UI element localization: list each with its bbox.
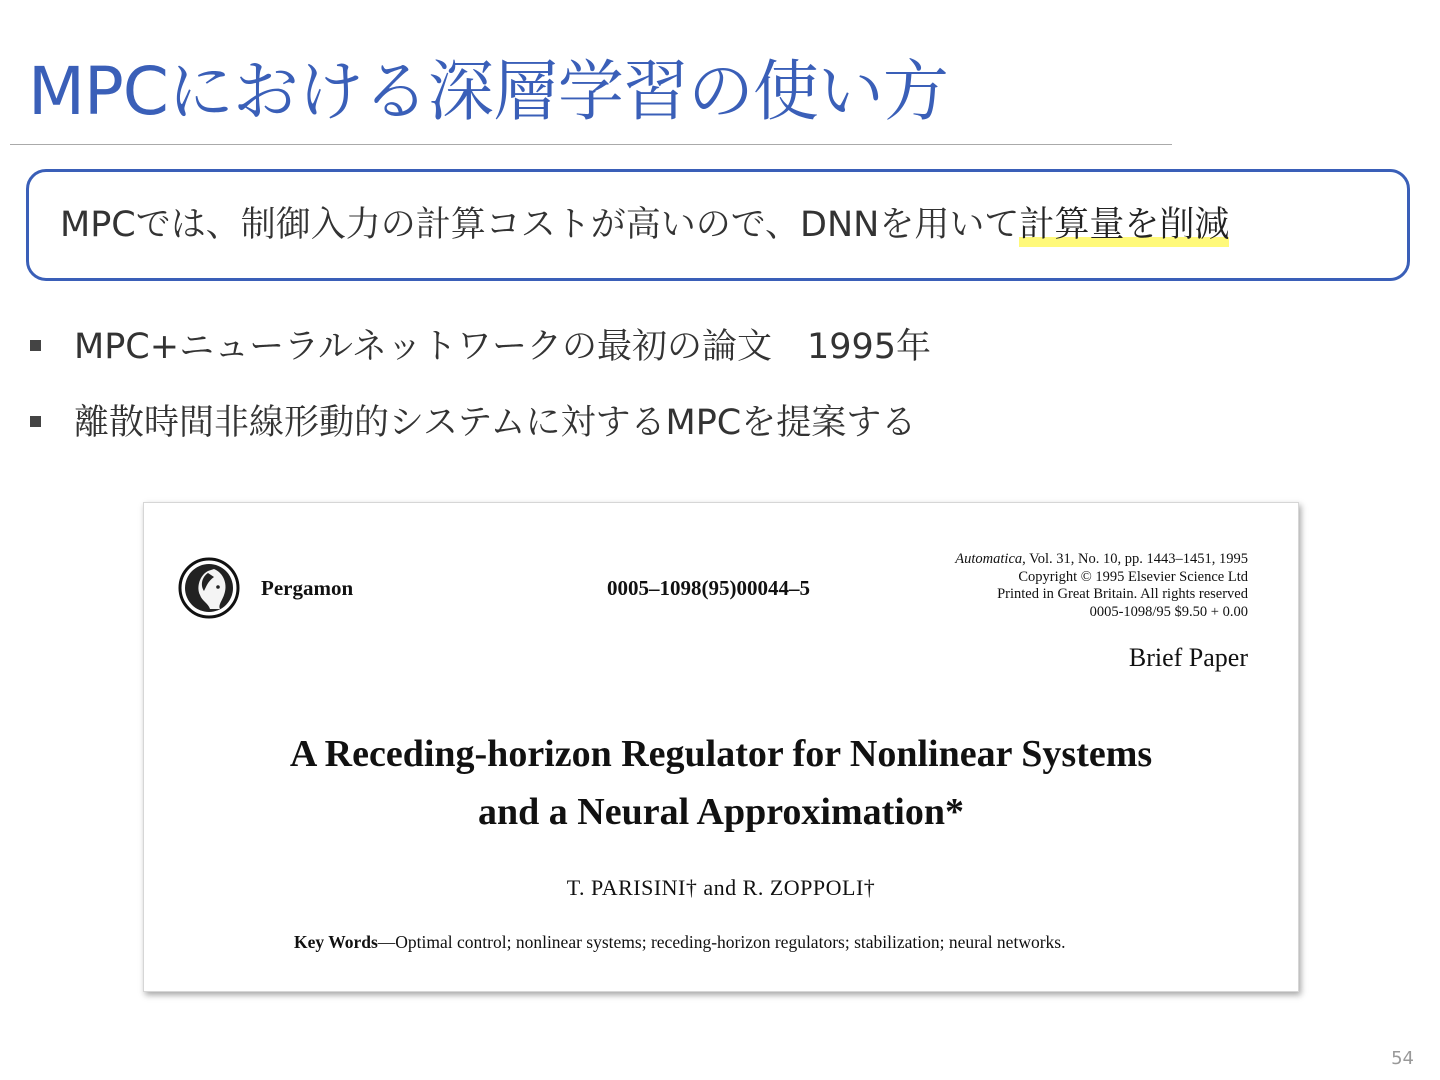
journal-volume: , Vol. 31, No. 10, pp. 1443–1451, 1995 — [1022, 551, 1248, 567]
paper-title-line: A Receding-horizon Regulator for Nonlinear Systems — [289, 733, 1153, 775]
paper-title-line: and a Neural Approximation* — [478, 791, 964, 833]
bullet-list — [26, 320, 931, 472]
keywords-text: —Optimal control; nonlinear systems; receding-horizon regulators; stabilization; neural networks. — [377, 932, 1066, 952]
journal-citation — [955, 551, 1248, 569]
square-bullet-icon — [30, 416, 41, 427]
square-bullet-icon — [30, 340, 41, 351]
publisher-name: Pergamon — [261, 576, 354, 600]
bullet-text: MPC+ニューラルネットワークの最初の論文 1995年 — [74, 327, 932, 367]
callout-text — [60, 200, 1229, 250]
callout-highlight: 計算量を削減 — [1019, 205, 1230, 245]
bullet-item — [26, 320, 931, 396]
callout-prefix: MPCでは、制御入力の計算コストが高いので、DNNを用いて — [60, 205, 1020, 245]
paper-screenshot — [143, 502, 1299, 992]
title-divider — [10, 144, 1172, 145]
page-number: 54 — [1391, 1048, 1414, 1069]
bullet-item — [26, 396, 931, 472]
bullet-text: 離散時間非線形動的システムに対するMPCを提案する — [74, 403, 917, 443]
journal-name: Automatica — [955, 551, 1023, 567]
paper-authors: T. PARISINI† and R. ZOPPOLI† — [566, 875, 876, 900]
section-label: Brief Paper — [1128, 643, 1248, 672]
slide-title: MPCにおける深層学習の使い方 — [28, 53, 948, 130]
paper-doi: 0005–1098(95)00044–5 — [607, 576, 810, 600]
price-line: 0005-1098/95 $9.50 + 0.00 — [1089, 603, 1248, 620]
keywords-label: Key Words — [294, 932, 378, 952]
paper-title — [144, 725, 1298, 841]
journal-info — [955, 551, 1248, 621]
paper-keywords — [294, 931, 1136, 953]
copyright-line: Copyright © 1995 Elsevier Science Ltd — [1018, 568, 1248, 585]
printed-line: Printed in Great Britain. All rights reserved — [997, 586, 1248, 602]
pergamon-head-logo-icon — [178, 557, 240, 619]
